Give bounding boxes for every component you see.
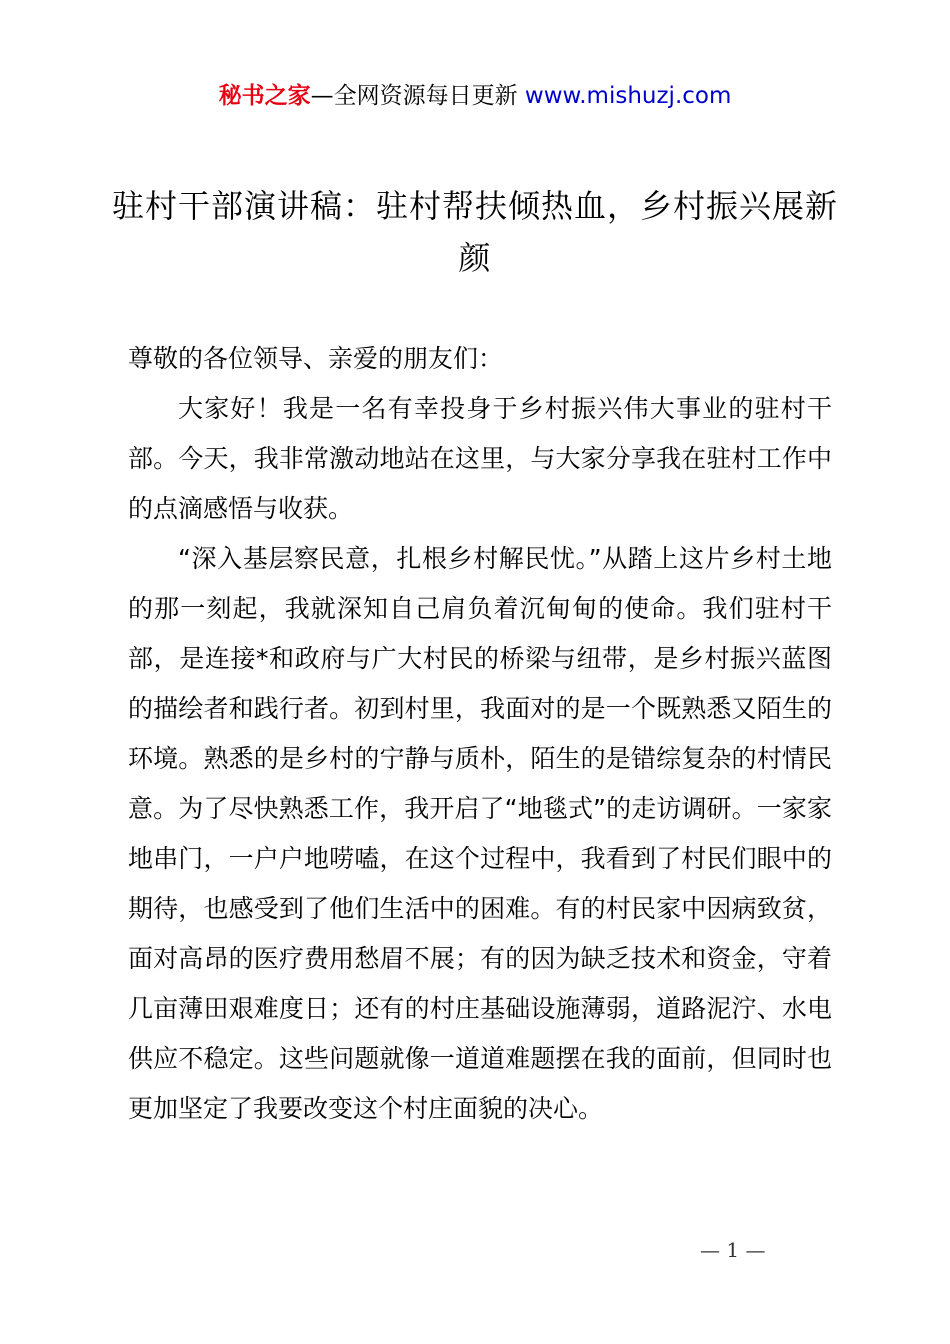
site-brand: 秘书之家 (218, 83, 311, 109)
site-header (0, 80, 950, 112)
site-url-link[interactable]: www.mishuzj.com (524, 83, 732, 109)
paragraph-intro: 大家好！我是一名有幸投身于乡村振兴伟大事业的驻村干部。今天，我非常激动地站在这里，与大家分享我在驻村工作中的点滴感悟与收获。 (128, 394, 832, 523)
salutation: 尊敬的各位领导、亲爱的朋友们： (128, 344, 504, 373)
paragraph-main: “深入基层察民意，扎根乡村解民忧。”从踏上这片乡村土地的那一刻起，我就深知自己肩负着沉甸甸的使命。我们驻村干部，是连接*和政府与广大村民的桥梁与纽带，是乡村振兴蓝图的描绘者和践行者。初到村里，我面对的是一个既熟悉又陌生的环境。熟悉的是乡村的宁静与质朴，陌生的是错综复杂的村情民意。为了尽快熟悉工作，我开启了“地毯式”的走访调研。一家家地串门，一户户地唠嗑，在这个过程中，我看到了村民们眼中的期待，也感受到了他们生活中的困难。有的村民家中因病致贫，面对高昂的医疗费用愁眉不展；有的因为缺乏技术和资金，守着几亩薄田艰难度日；还有的村庄基础设施薄弱，道路泥泞、水电供应不稳定。这些问题就像一道道难题摆在我的面前，但同时也更加坚定了我要改变这个村庄面貌的决心。 (128, 544, 832, 1123)
page-number: — 1 — (700, 1238, 766, 1262)
document-title: 驻村干部演讲稿：驻村帮扶倾热血，乡村振兴展新颜 (111, 187, 838, 277)
site-slogan: —全网资源每日更新 (310, 83, 518, 109)
document-body (128, 334, 832, 1134)
